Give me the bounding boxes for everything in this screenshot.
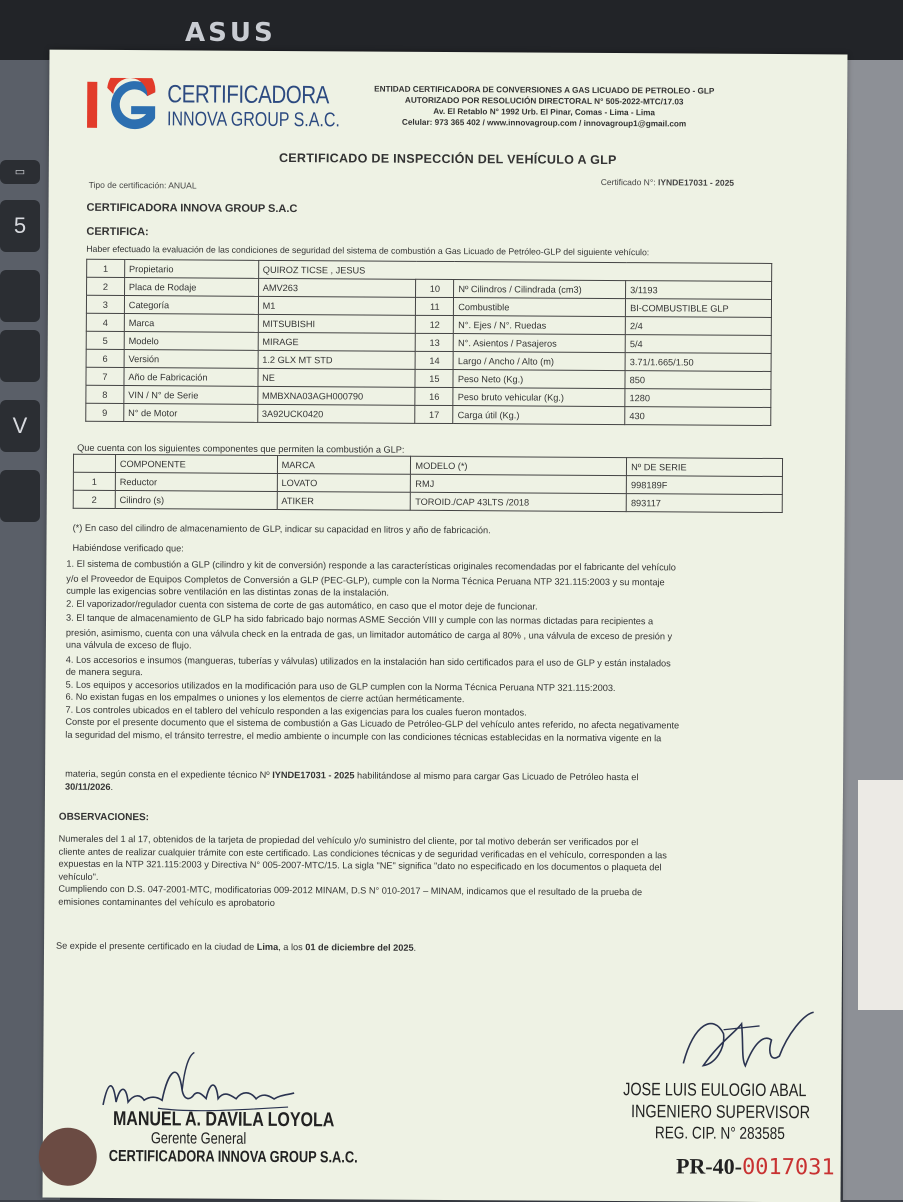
observation-line: cliente antes de realizar cualquier trámite con este certificado. Las condiciones técnicas y de seguridad verificadas en el vehículo, corresponden a las [58, 846, 667, 860]
background-card [858, 780, 903, 1010]
row-value: 3/1193 [626, 281, 772, 300]
innova-group-logo-icon [85, 78, 167, 132]
row-label: Marca [124, 314, 258, 333]
row-label: Versión [124, 350, 258, 369]
intro-text: Haber efectuado la evaluación de las condiciones de seguridad del sistema de combustión a Gas Licuado de Petróleo-GLP del siguiente vehículo: [86, 243, 650, 258]
keyboard-key-f: ▭ [0, 160, 40, 184]
row-number: 9 [86, 403, 124, 421]
issued-end: . [413, 942, 417, 953]
certificate-document [43, 50, 848, 1202]
row-value: MITSUBISHI [258, 314, 416, 333]
serial-number [676, 1153, 835, 1180]
left-signatory-company: CERTIFICADORA INNOVA GROUP S.A.C. [108, 1147, 358, 1167]
row-label: Largo / Ancho / Alto (m) [453, 352, 625, 371]
row-number: 8 [86, 385, 124, 403]
observations-heading: OBSERVACIONES: [58, 811, 150, 824]
issued-date: 01 de diciembre del 2025 [305, 942, 414, 953]
certificate-number [601, 177, 734, 188]
issued-pre: Se expide el presente certificado en la ciudad de [56, 940, 257, 952]
body-line: 5. Los equipos y accesorios utilizados en la modificación para uso de GLP cumplen con la Norma Técnica Peruana NTP 321.115:2003. [65, 679, 616, 693]
issued-text [56, 940, 416, 955]
components-table [73, 454, 783, 513]
body-line: 7. Los controles ubicados en el tablero del vehículo responden a las exigencias para los cuales fueron montados. [65, 704, 527, 718]
body-line: 6. No existan fugas en los empalmes o uniones y los elementos de cierre actúan herméticamente. [65, 691, 465, 705]
row-number: 4 [86, 313, 124, 331]
model-cell: RMJ [411, 474, 627, 493]
row-value: NE [258, 368, 416, 387]
right-signatory-role: INGENIERO SUPERVISOR [630, 1101, 811, 1123]
row-number: 14 [415, 351, 453, 369]
conclusion-pre: materia, según consta en el expediente técnico Nº [65, 768, 273, 780]
row-value: 430 [625, 407, 771, 426]
row-number: 2 [87, 277, 125, 295]
row-label: N° de Motor [124, 404, 258, 423]
company-name: CERTIFICADORA INNOVA GROUP S.A.C [86, 201, 298, 216]
row-number: 10 [416, 279, 454, 297]
keyboard-key-v: V [0, 400, 40, 452]
row-number: 15 [415, 369, 453, 387]
row-label: Placa de Rodaje [124, 278, 258, 297]
row-value: MIRAGE [258, 332, 416, 351]
conclusion-text [65, 768, 825, 798]
vehicle-table [85, 259, 772, 426]
row-value: 5/4 [625, 335, 771, 354]
keyboard-key-5: 5 [0, 200, 40, 252]
row-number: 1 [87, 259, 125, 277]
body-line: Conste por el presente documento que el sistema de combustión a Gas Licuado de Petróleo-GLP del vehículo antes referido, no afecta negativamente [65, 716, 680, 731]
entity-line-4: Celular: 973 365 402 / www.innovagroup.com / innovagroup1@gmail.com [401, 117, 687, 129]
observation-line: expuestas en la NTP 321.115:2003 y Directiva N° 005-2007-MTC/15. La sigla "NE" significa "dato no especificado en los documentos o plaqueta del [58, 858, 662, 873]
row-number: 6 [86, 349, 124, 367]
body-line: de manera segura. [65, 666, 143, 678]
observation-line: Cumpliendo con D.S. 047-2001-MTC, modificatorias 009-2012 MINAM, D.S N° 010-2017 – MINAM, indicamos que el resultado de la prueba de [58, 883, 643, 898]
row-label: VIN / N° de Serie [124, 386, 258, 405]
brand-cell: LOVATO [277, 473, 411, 492]
company-seal [39, 1128, 97, 1186]
row-label: Peso Neto (Kg.) [453, 370, 625, 389]
body-line: y/o el Proveedor de Equipos Completos de Conversión a GLP (PEC-GLP), cumple con la Norma Técnica Peruana NTP 321.115:2003 y su montaje [66, 573, 665, 587]
observation-line: Numerales del 1 al 17, obtenidos de la tarjeta de propiedad del vehículo y/o suministro del cliente, por tal motivo deberán ser verificados por el [58, 833, 639, 848]
model-cell: TOROID./CAP 43LTS /2018 [411, 492, 627, 511]
row-label: N°. Asientos / Pasajeros [454, 334, 626, 353]
logo-subtitle: INNOVA GROUP S.A.C. [167, 108, 340, 132]
row-value: 850 [625, 371, 771, 390]
serial-value: 0017031 [741, 1154, 835, 1181]
header-cell: MARCA [277, 455, 411, 474]
observation-line: vehículo". [58, 871, 99, 882]
row-value: 1280 [625, 389, 771, 408]
row-value: AMV263 [258, 278, 416, 297]
conclusion-end: . [110, 781, 114, 792]
body-line: cumple las exigencias sobre ventilación en las distintas zonas de la instalación. [66, 585, 389, 598]
row-value: BI-COMBUSTIBLE GLP [626, 299, 772, 318]
components-intro: Que cuenta con los siguientes componentes que permiten la combustión a GLP: [77, 442, 405, 455]
body-line: 2. El vaporizador/regulador cuenta con sistema de corte de gas automático, en caso que el motor deje de funcionar. [66, 598, 538, 612]
footnote: (*) En caso del cilindro de almacenamiento de GLP, indicar su capacidad en litros y año de fabricación. [72, 522, 491, 536]
right-signatory-name: JOSE LUIS EULOGIO ABAL [623, 1079, 807, 1101]
valid-until-date: 30/11/2026 [64, 781, 111, 792]
expediente-number: IYNDE17031 - 2025 [272, 769, 355, 781]
entity-line-2: AUTORIZADO POR RESOLUCIÓN DIRECTORAL N° 505-2022-MTC/17.03 [404, 95, 684, 107]
body-line: 3. El tanque de almacenamiento de GLP ha sido fabricado bajo normas ASME Sección VIII y cumple con las normas dictadas para recipientes a [66, 612, 654, 627]
signature-left-drawing [98, 1050, 298, 1117]
row-label: Categoría [124, 296, 258, 315]
table-row [73, 490, 782, 512]
verified-intro: Habiéndose verificado que: [72, 542, 184, 554]
left-signatory-role: Gerente General [150, 1130, 247, 1148]
issued-city: Lima [256, 941, 279, 952]
certificate-number-label: Certificado N°: [600, 176, 656, 188]
entity-line-3: Av. El Retablo N° 1992 Urb. El Pinar, Comas - Lima - Lima [433, 106, 655, 118]
row-value: 3A92UCK0420 [257, 404, 415, 423]
keyboard-key [0, 330, 40, 382]
row-label: Año de Fabricación [124, 368, 258, 387]
verification-body [65, 558, 826, 746]
entity-line-1: ENTIDAD CERTIFICADORA DE CONVERSIONES A GAS LICUADO DE PETROLEO - GLP [374, 84, 715, 96]
row-number: 12 [416, 315, 454, 333]
row-label: Peso bruto vehicular (Kg.) [453, 388, 625, 407]
header-cell: COMPONENTE [115, 454, 277, 473]
body-line: 4. Los accesorios e insumos (mangueras, tuberías y válvulas) utilizados en la instalación han sido certificados para el uso de GLP y están instalados [65, 654, 671, 668]
row-number: 11 [416, 297, 454, 315]
row-value: 3.71/1.665/1.50 [625, 353, 771, 372]
row-number: 2 [73, 490, 115, 508]
certificate-title: CERTIFICADO DE INSPECCIÓN DEL VEHÍCULO A GLP [278, 150, 617, 168]
certifica-heading: CERTIFICA: [86, 225, 149, 239]
conclusion-mid: habilitándose al mismo para cargar Gas Licuado de Petróleo hasta el [354, 770, 639, 783]
certification-type: Tipo de certificación: ANUAL [88, 179, 197, 191]
serial-cell: 893117 [626, 494, 782, 513]
component-cell: Reductor [115, 472, 277, 491]
body-line: presión, asimismo, cuenta con una válvula check en la entrada de gas, un limitador automático de carga al 80% , una válvula de exceso de presión y [65, 627, 673, 641]
observation-line: emisiones contaminantes del vehículo es aprobatorio [58, 896, 275, 908]
header-cell: Nº DE SERIE [627, 458, 783, 477]
row-number: 1 [73, 472, 115, 490]
logo-name: CERTIFICADORA [167, 80, 330, 110]
desk-surface [843, 60, 903, 1200]
header-cell: MODELO (*) [411, 456, 627, 475]
row-label: Carga útil (Kg.) [453, 406, 625, 425]
header-cell [73, 454, 115, 472]
serial-cell: 998189F [627, 476, 783, 495]
serial-prefix: PR-40- [675, 1153, 743, 1179]
row-number: 3 [86, 295, 124, 313]
row-value: MMBXNA03AGH000790 [258, 386, 416, 405]
row-value: QUIROZ TICSE , JESUS [258, 260, 771, 281]
laptop-brand-logo: ASUS [185, 18, 276, 48]
table-row [86, 403, 771, 425]
row-number: 13 [416, 333, 454, 351]
row-value: M1 [258, 296, 416, 315]
row-label: Modelo [124, 332, 258, 351]
right-signatory-registration: REG. CIP. N° 283585 [654, 1123, 785, 1144]
row-number: 16 [415, 387, 453, 405]
issued-mid: , a los [278, 941, 306, 953]
brand-cell: ATIKER [277, 491, 411, 510]
row-value: 1.2 GLX MT STD [258, 350, 416, 369]
signature-right-drawing [663, 1003, 823, 1084]
row-number: 7 [86, 367, 124, 385]
row-label: Propietario [124, 260, 258, 279]
keyboard-key [0, 270, 40, 322]
body-line: la seguridad del mismo, el tránsito terrestre, el medio ambiente o incumple con las condiciones técnicas establecidas en la normativa vigente en la [65, 729, 662, 743]
row-label: N°. Ejes / N°. Ruedas [454, 316, 626, 335]
body-line: una válvula de exceso de flujo. [65, 639, 192, 651]
keyboard-key [0, 470, 40, 522]
observations-body [58, 833, 828, 913]
row-number: 5 [86, 331, 124, 349]
component-cell: Cilindro (s) [115, 490, 277, 509]
left-signatory-name: MANUEL A. DAVILA LOYOLA [112, 1107, 335, 1132]
row-number: 17 [415, 405, 453, 423]
certificate-number-value: IYNDE17031 - 2025 [657, 177, 735, 188]
row-label: Combustible [454, 298, 626, 317]
row-label: Nº Cilindros / Cilindrada (cm3) [454, 280, 626, 299]
body-line: 1. El sistema de combustión a GLP (cilindro y kit de conversión) responde a las características originales recomendadas por el fabricante del vehículo [66, 558, 676, 573]
row-value: 2/4 [625, 317, 771, 336]
